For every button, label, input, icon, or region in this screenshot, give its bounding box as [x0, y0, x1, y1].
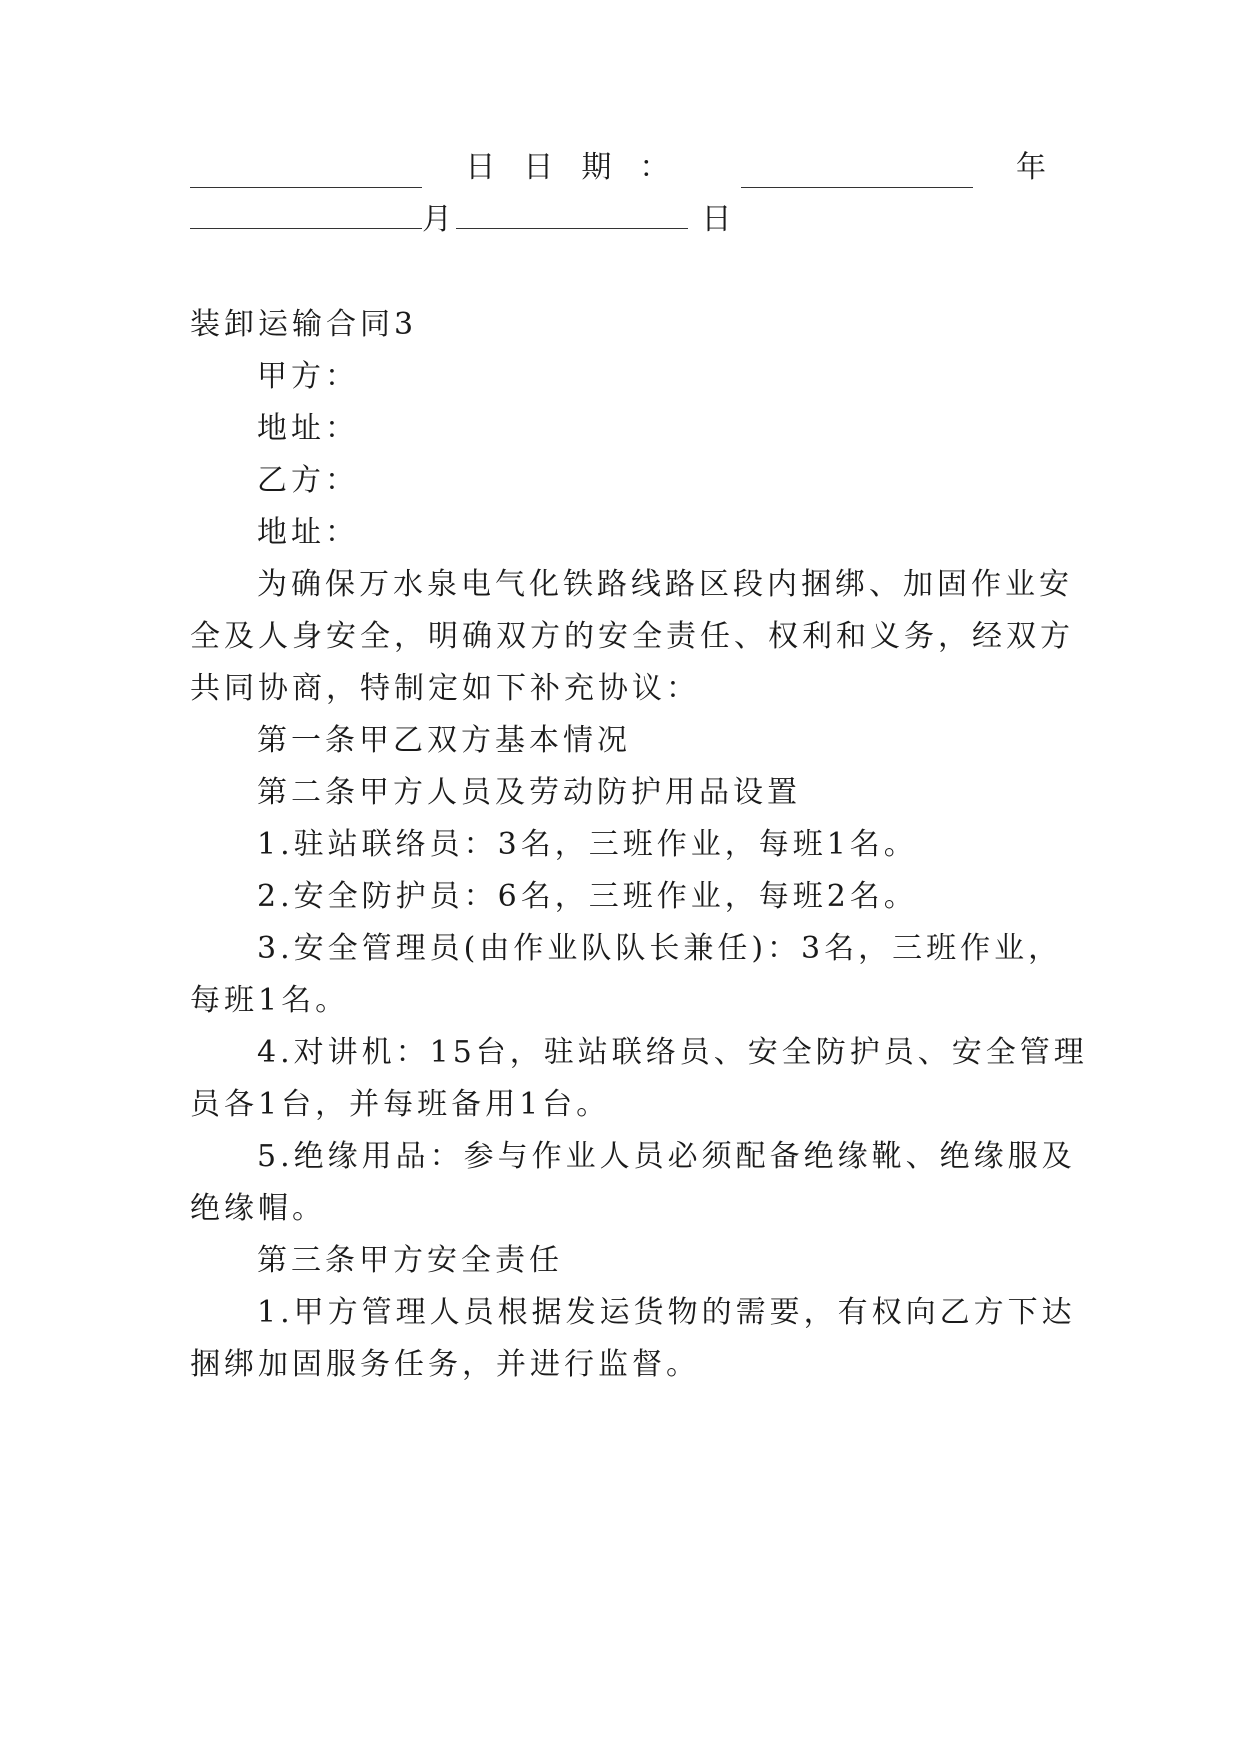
address-b-label: 地址： [257, 515, 359, 550]
article-3-heading: 第三条甲方安全责任 [257, 1243, 563, 1278]
article-2-heading: 第二条甲方人员及劳动防护用品设置 [257, 775, 801, 810]
blank-line [190, 202, 422, 229]
list-item: 5.绝缘用品：参与作业人员必须配备绝缘靴、绝缘服及 [257, 1139, 1076, 1174]
date-row-1 [190, 148, 1050, 188]
intro-line-3: 共同协商，特制定如下补充协议： [190, 671, 700, 706]
year-label: 年 [1015, 150, 1050, 185]
list-item-continuation: 员各1台，并每班备用1台。 [190, 1087, 611, 1122]
list-item-continuation: 捆绑加固服务任务，并进行监督。 [190, 1347, 700, 1382]
date-label: 日日期： [465, 150, 698, 185]
list-item: 3.安全管理员(由作业队队长兼任)：3名，三班作业， [257, 931, 1063, 966]
list-item-continuation: 绝缘帽。 [190, 1191, 326, 1226]
list-item-continuation: 每班1名。 [190, 983, 350, 1018]
blank-line [741, 161, 973, 188]
intro-line-2: 全及人身安全，明确双方的安全责任、权利和义务，经双方 [190, 619, 1074, 654]
blank-line [190, 161, 422, 188]
list-item: 1.甲方管理人员根据发运货物的需要，有权向乙方下达 [257, 1295, 1076, 1330]
party-a-label: 甲方： [257, 359, 359, 394]
list-item: 2.安全防护员：6名，三班作业，每班2名。 [257, 879, 918, 914]
date-row-2 [190, 200, 1050, 240]
list-item: 4.对讲机：15台，驻站联络员、安全防护员、安全管理 [257, 1035, 1088, 1070]
intro-line-1: 为确保万水泉电气化铁路线路区段内捆绑、加固作业安 [257, 567, 1073, 602]
address-a-label: 地址： [257, 411, 359, 446]
article-1-heading: 第一条甲乙双方基本情况 [257, 723, 631, 758]
list-item: 1.驻站联络员：3名，三班作业，每班1名。 [257, 827, 918, 862]
blank-line [456, 202, 688, 229]
contract-title: 装卸运输合同3 [190, 307, 418, 342]
party-b-label: 乙方： [257, 463, 359, 498]
day-label: 日 [701, 202, 736, 237]
month-label: 月 [422, 202, 456, 237]
